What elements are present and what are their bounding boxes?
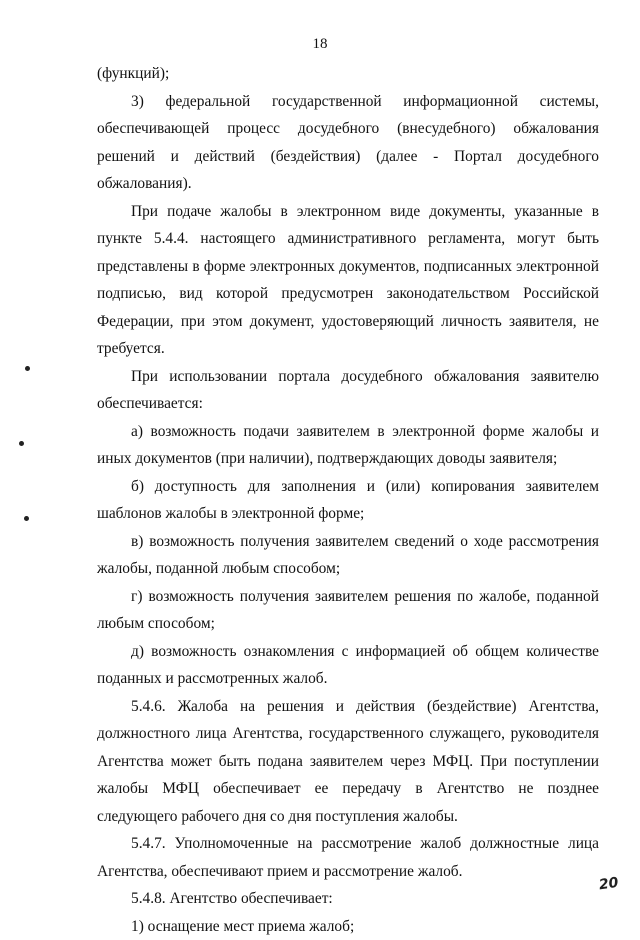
paragraph: При использовании портала досудебного обжалования заявителю обеспечивается: (97, 363, 599, 418)
paragraph: 5.4.7. Уполномоченные на рассмотрение жалоб должностные лица Агентства, обеспечивают прием и рассмотрение жалоб. (97, 830, 599, 885)
page-number: 18 (0, 34, 640, 54)
paragraph: д) возможность ознакомления с информацией об общем количестве поданных и рассмотренных жалоб. (97, 638, 599, 693)
paragraph: в) возможность получения заявителем сведений о ходе рассмотрения жалобы, поданной любым способом; (97, 528, 599, 583)
handwritten-page-number: 20 (597, 875, 619, 894)
paragraph: (функций); (97, 60, 599, 88)
paragraph: б) доступность для заполнения и (или) копирования заявителем шаблонов жалобы в электронной форме; (97, 473, 599, 528)
binding-hole-mark (19, 441, 24, 446)
paragraph: 3) федеральной государственной информационной системы, обеспечивающей процесс досудебного (внесудебного) обжалования решений и действий (бездействия) (далее - Портал досудебного обжалования). (97, 88, 599, 198)
paragraph: 1) оснащение мест приема жалоб; (97, 913, 599, 940)
binding-hole-mark (25, 366, 30, 371)
document-body (97, 60, 599, 940)
binding-hole-mark (24, 516, 29, 521)
paragraph: При подаче жалобы в электронном виде документы, указанные в пункте 5.4.4. настоящего административного регламента, могут быть представлены в форме электронных документов, подписанных электронной подписью, вид которой предусмотрен законодательством Российской Федерации, при этом документ, удостоверяющий личность заявителя, не требуется. (97, 198, 599, 363)
paragraph: 5.4.8. Агентство обеспечивает: (97, 885, 599, 913)
paragraph: а) возможность подачи заявителем в электронной форме жалобы и иных документов (при наличии), подтверждающих доводы заявителя; (97, 418, 599, 473)
paragraph: 5.4.6. Жалоба на решения и действия (бездействие) Агентства, должностного лица Агентства, государственного служащего, руководителя Агентства может быть подана заявителем через МФЦ. При поступлении жалобы МФЦ обеспечивает ее передачу в Агентство не позднее следующего рабочего дня со дня поступления жалобы. (97, 693, 599, 831)
paragraph: г) возможность получения заявителем решения по жалобе, поданной любым способом; (97, 583, 599, 638)
